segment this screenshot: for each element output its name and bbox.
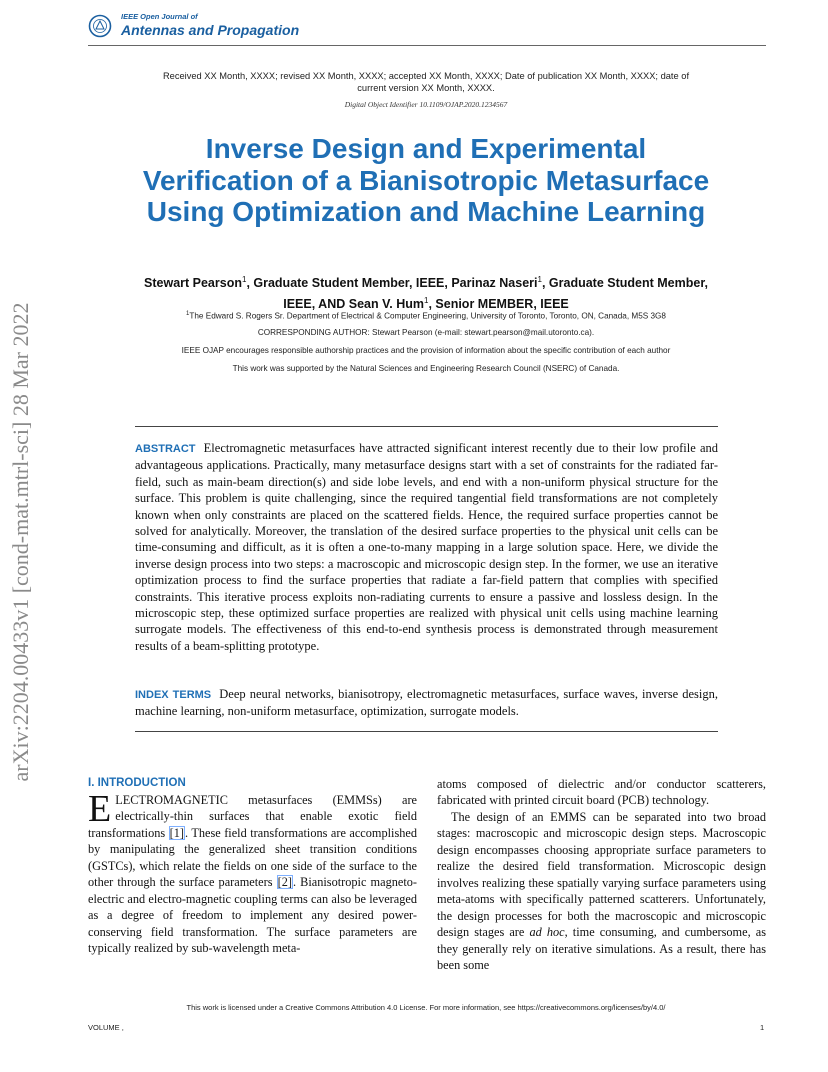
corresponding-author: CORRESPONDING AUTHOR: Stewart Pearson (e-mail: stewart.pearson@mail.utoronto.ca).: [257, 328, 595, 337]
publication-dates: Received XX Month, XXXX; revised XX Month, XXXX; accepted XX Month, XXXX; Date of publication XX Month, XXXX; date of current version XX Month, XXXX.: [162, 71, 690, 93]
header-divider: [88, 45, 766, 46]
page-number: 1: [760, 1023, 765, 1032]
citation-link[interactable]: [1]: [169, 825, 185, 840]
author-name: Stewart Pearson: [144, 276, 242, 291]
authorship-note: IEEE OJAP encourages responsible authorship practices and the provision of information about the specific contribution of each author: [181, 346, 671, 355]
journal-series: IEEE Open Journal of: [121, 12, 198, 21]
citation-link[interactable]: [2]: [277, 875, 292, 890]
affiliation-text: The Edward S. Rogers Sr. Department of Electrical & Computer Engineering, University of Toronto, Toronto, ON, Canada, M5S 3G8: [189, 311, 666, 321]
license-note: This work is licensed under a Creative Commons Attribution 4.0 License. For more information, see https://creativecommons.org/licenses/by/4.0/: [186, 1003, 666, 1012]
author-rest: , Graduate Student Member, IEEE, Parinaz Naseri: [246, 276, 538, 291]
text-run: . Bianisotropic magneto-electric and electro-magnetic coupling terms can also be leveraged as a degree of freedom to implement any desired power-conserving field transformation. The surface parameters are typically realized by sub-wavelength meta-: [88, 875, 417, 956]
index-terms: [135, 686, 718, 720]
author-rest: , Senior MEMBER, IEEE: [428, 297, 569, 312]
affil-mark: 1: [241, 275, 247, 284]
intro-left-column: [88, 788, 417, 957]
intro-right-column: [437, 776, 766, 973]
abstract-bottom-rule: [135, 731, 718, 732]
abstract-text: Electromagnetic metasurfaces have attracted significant interest recently due to their low profile and advantageous applications. Practically, many metasurface designs start with a set of constraints for the radiated far-field, such as main-beam direction(s) and side lobe levels, and end with a non-uniform physical structure for the surface. This problem is quite challenging, since the required tangential field transformations are not completely known when only constraints are placed on the scattered fields. Hence, the required surface properties cannot be solved for analytically. Moreover, the translation of the desired surface properties to the physical unit cells can be time-consuming and difficult, as it is often a one-to-many mapping in a large solution space. Here, we divide the inverse design process into two steps: a macroscopic and microscopic design step. In the former, we use an iterative optimization process to find the surface properties that radiate a far-field pattern that complies with specified constraints. This iterative process exploits non-radiating currents to ensure a passive and lossless design. In the microscopic step, these optimized surface properties are realized with physical unit cells using machine learning surrogate models. The effectiveness of this end-to-end synthesis process is demonstrated through measurement results of a beam-splitting prototype.: [135, 441, 719, 653]
abstract: [135, 440, 718, 654]
doi: Digital Object Identifier 10.1109/OJAP.2020.1234567: [344, 100, 508, 109]
abstract-label: ABSTRACT: [135, 443, 196, 455]
author-rest: , Graduate Student Member, IEEE, AND Sean V. Hum: [283, 276, 708, 312]
section-heading: I. INTRODUCTION: [88, 777, 186, 789]
text-run: The design of an EMMS can be separated into two broad stages: macroscopic and microscopic design steps. Macroscopic design encompasses choosing appropriate surface parameters to realize the desired field transformation. Microscopic design involves realizing these spatially varying surface parameters using meta-atoms with specifically patterned scatterers. Unfortunately, the design processes for both the macroscopic and microscopic design stages are: [437, 809, 766, 940]
arxiv-stamp[interactable]: arXiv:2204.00433v1 [cond-mat.mtrl-sci] 28 Mar 2022: [8, 302, 33, 782]
intro-paragraph: [437, 809, 766, 974]
drop-cap: E: [88, 788, 112, 830]
affil-mark: 1: [424, 296, 429, 306]
ieee-ojap-logo-icon: [88, 14, 112, 38]
affil-mark: 1: [186, 311, 190, 317]
footer-volume: VOLUME ,: [88, 1023, 124, 1032]
text-run: LECTROMAGNETIC metasurfaces (EMMSs) are electrically-thin surfaces that enable exotic field transformations: [88, 793, 417, 840]
text-run: , time consuming, and cumbersome, as they generally rely on iterative simulations. As a result, there has been some: [437, 925, 766, 972]
affil-mark: 1: [537, 275, 542, 284]
index-terms-text: Deep neural networks, bianisotropy, electromagnetic metasurfaces, surface waves, inverse design, machine learning, non-uniform metasurface, optimization, surrogate models.: [135, 687, 718, 719]
intro-paragraph: atoms composed of dielectric and/or conductor scatterers, fabricated with printed circuit board (PCB) technology.: [437, 777, 766, 808]
funding-note: This work was supported by the Natural Sciences and Engineering Research Council (NSERC) of Canada.: [232, 364, 620, 373]
intro-paragraph: [88, 788, 417, 957]
index-terms-label: INDEX TERMS: [135, 689, 212, 701]
authors: [140, 271, 712, 313]
text-run: . These field transformations are accomplished by manipulating the generalized sheet transition conditions (GSTCs), which relate the fields on one side of the surface to the other through the surface parameters: [88, 825, 417, 890]
abstract-top-rule: [135, 426, 718, 427]
journal-name: Antennas and Propagation: [121, 22, 300, 38]
paper-title: Inverse Design and Experimental Verification of a Bianisotropic Metasurface Using Optimization and Machine Learning: [142, 133, 710, 227]
text-run: ad hoc: [529, 925, 565, 940]
affiliation: [120, 311, 732, 321]
